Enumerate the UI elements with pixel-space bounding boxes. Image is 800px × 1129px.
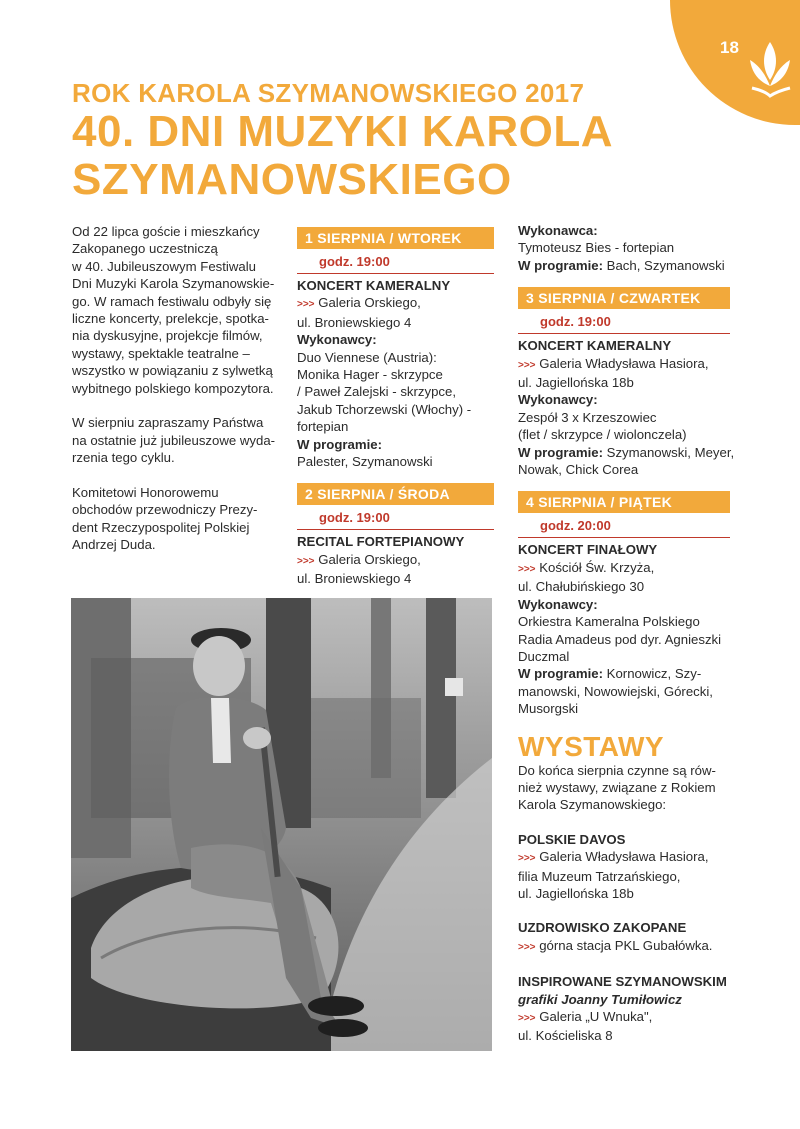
- venue-name: Galeria Orskiego,: [318, 551, 421, 567]
- text-line: rzenia tego cyklu.: [72, 450, 175, 466]
- performer-label: Wykonawca:: [518, 223, 598, 238]
- event-day-2: [297, 483, 497, 587]
- performer-line: Radia Amadeus pod dyr. Agnieszki: [518, 631, 722, 647]
- text-line: Karola Szymanowskiego:: [518, 797, 667, 813]
- intro-text: [72, 223, 287, 571]
- intro-paragraph-1: [72, 223, 287, 397]
- performer-line: Duczmal: [518, 648, 570, 664]
- event-day-1: [297, 227, 497, 470]
- venue-line: [518, 1008, 743, 1027]
- venue-line: [518, 355, 743, 374]
- venue-name: Kościół Św. Krzyża,: [539, 559, 655, 575]
- historic-photo: [71, 598, 492, 1051]
- performer-line: Jakub Tchorzewski (Włochy) -: [297, 401, 472, 417]
- spacer: [518, 902, 743, 919]
- day-header: 1 SIERPNIA / WTOREK: [297, 227, 494, 249]
- venue-line: [297, 294, 497, 313]
- schedule-column-1: [297, 227, 497, 588]
- photo-illustration: [71, 598, 492, 1051]
- program-label: W programie:: [518, 666, 603, 682]
- performer-line: Tymoteusz Bies - fortepian: [518, 240, 675, 256]
- day-header: 2 SIERPNIA / ŚRODA: [297, 483, 494, 505]
- event-title: KONCERT FINAŁOWY: [518, 542, 658, 558]
- venue-address: ul. Broniewskiego 4: [297, 314, 412, 330]
- text-line: Komitetowi Honorowemu: [72, 485, 219, 501]
- venue-address: ul. Kościeliska 8: [518, 1028, 613, 1044]
- program-text: Szymanowski, Meyer,: [606, 444, 735, 460]
- event-title: RECITAL FORTEPIANOWY: [297, 534, 465, 550]
- venue-name: Galeria „U Wnuka",: [539, 1009, 653, 1024]
- spacer: [518, 814, 743, 831]
- program-line: [518, 665, 743, 682]
- program-text: Kornowicz, Szy-: [606, 666, 702, 682]
- event-time: godz. 19:00: [297, 249, 494, 274]
- performer-line: Zespół 3 x Krzeszowiec: [518, 409, 657, 425]
- event-title: KONCERT KAMERALNY: [297, 278, 451, 293]
- exhibition-subtitle: grafiki Joanny Tumiłowicz: [518, 991, 682, 1007]
- venue-line: [518, 559, 743, 578]
- program-text: Nowak, Chick Corea: [518, 462, 639, 478]
- arrow-icon: >>>: [518, 359, 536, 371]
- venue-address: ul. Chałubińskiego 30: [518, 579, 645, 595]
- venue-name: Galeria Władysława Hasiora,: [539, 355, 709, 371]
- text-line: wszystko w powiązaniu z sylwetką: [72, 363, 273, 379]
- program-label: W programie:: [518, 444, 603, 460]
- program-text: Musorgski: [518, 701, 579, 717]
- spacer: [297, 470, 497, 483]
- program-line: [518, 444, 743, 461]
- performers-label: Wykonawcy:: [518, 392, 598, 408]
- performer-line: / Paweł Zalejski - skrzypce,: [297, 384, 457, 400]
- arrow-icon: >>>: [518, 853, 536, 865]
- performers-label: Wykonawcy:: [297, 332, 377, 348]
- exhibitions-section: [518, 732, 743, 1045]
- spacer: [518, 956, 743, 973]
- page-corner-badge: [670, 0, 800, 125]
- title-line-2: SZYMANOWSKIEGO: [72, 155, 512, 204]
- program-label: W programie:: [518, 257, 603, 273]
- supertitle: ROK KAROLA SZYMANOWSKIEGO 2017: [72, 78, 585, 108]
- performer-line: fortepian: [297, 419, 349, 435]
- performer-line: Duo Viennese (Austria):: [297, 349, 437, 365]
- text-line: Od 22 lipca goście i mieszkańcy: [72, 224, 260, 239]
- venue-name: Galeria Władysława Hasiora,: [539, 849, 709, 865]
- text-line: obchodów przewodniczy Prezy-: [72, 502, 258, 518]
- text-line: nia dyskusyjne, projekcje filmów,: [72, 328, 263, 344]
- venue-address: ul. Jagiellońska 18b: [518, 885, 634, 901]
- day-header: 4 SIERPNIA / PIĄTEK: [518, 491, 730, 513]
- schedule-column-2: [518, 222, 743, 1045]
- venue-address: filia Muzeum Tatrzańskiego,: [518, 868, 681, 884]
- arrow-icon: >>>: [518, 563, 536, 575]
- leaf-logo-icon: [746, 38, 794, 100]
- text-line: Zakopanego uczestniczą: [72, 241, 218, 257]
- arrow-icon: >>>: [518, 941, 536, 953]
- text-line: dent Rzeczypospolitej Polskiej: [72, 519, 250, 535]
- exhibition-title: INSPIROWANE SZYMANOWSKIM: [518, 974, 727, 990]
- exhibition-title: POLSKIE DAVOS: [518, 831, 626, 847]
- text-line: na ostatnie już jubileuszowe wyda-: [72, 432, 276, 448]
- text-line: nież wystawy, związane z Rokiem: [518, 779, 716, 795]
- venue-name: górna stacja PKL Gubałówka.: [539, 937, 713, 953]
- text-line: Do końca sierpnia czynne są rów-: [518, 762, 716, 778]
- venue-line: [518, 937, 743, 956]
- performer-line: (flet / skrzypce / wiolonczela): [518, 427, 687, 443]
- exhibition-title: UZDROWISKO ZAKOPANE: [518, 920, 687, 936]
- text-line: Dni Muzyki Karola Szymanowskie-: [72, 276, 275, 292]
- event-day-4: [518, 491, 743, 717]
- text-line: Andrzej Duda.: [72, 537, 156, 553]
- venue-name: Galeria Orskiego,: [318, 295, 421, 311]
- text-line: liczne koncerty, prelekcje, spotka-: [72, 311, 269, 327]
- event-title: KONCERT KAMERALNY: [518, 338, 672, 354]
- program-text: Palester, Szymanowski: [297, 454, 433, 470]
- performer-line: Orkiestra Kameralna Polskiego: [518, 614, 700, 630]
- page-title: [72, 108, 732, 204]
- venue-line: [518, 848, 743, 867]
- section-title: WYSTAWY: [518, 730, 665, 762]
- spacer: [518, 478, 743, 491]
- text-line: go. W ramach festiwalu odbyły się: [72, 293, 272, 309]
- event-day-2-continued: [518, 222, 743, 274]
- arrow-icon: >>>: [518, 1013, 536, 1024]
- day-header: 3 SIERPNIA / CZWARTEK: [518, 287, 730, 309]
- venue-address: ul. Jagiellońska 18b: [518, 375, 634, 391]
- event-day-3: [518, 287, 743, 478]
- title-line-1: 40. DNI MUZYKI KAROLA: [72, 107, 613, 156]
- arrow-icon: >>>: [297, 555, 315, 567]
- text-line: w 40. Jubileuszowym Festiwalu: [72, 258, 256, 274]
- program-text: Bach, Szymanowski: [606, 257, 725, 273]
- event-time: godz. 20:00: [518, 513, 730, 538]
- program-text: manowski, Nowowiejski, Górecki,: [518, 683, 713, 699]
- text-line: W sierpniu zapraszamy Państwa: [72, 415, 264, 431]
- intro-paragraph-2: [72, 414, 287, 466]
- venue-line: [297, 551, 497, 570]
- spacer: [518, 274, 743, 287]
- performer-line: Monika Hager - skrzypce: [297, 367, 443, 383]
- program-label: W programie:: [297, 436, 382, 452]
- program-line: [518, 257, 743, 274]
- text-line: wystawy, spektakle teatralne –: [72, 345, 250, 361]
- text-line: wybitnego polskiego kompozytora.: [72, 380, 274, 396]
- arrow-icon: >>>: [297, 299, 315, 311]
- page-number: 18: [720, 38, 739, 57]
- venue-address: ul. Broniewskiego 4: [297, 571, 412, 587]
- event-time: godz. 19:00: [518, 309, 730, 334]
- event-time: godz. 19:00: [297, 505, 494, 530]
- intro-paragraph-3: [72, 484, 287, 554]
- performers-label: Wykonawcy:: [518, 596, 598, 612]
